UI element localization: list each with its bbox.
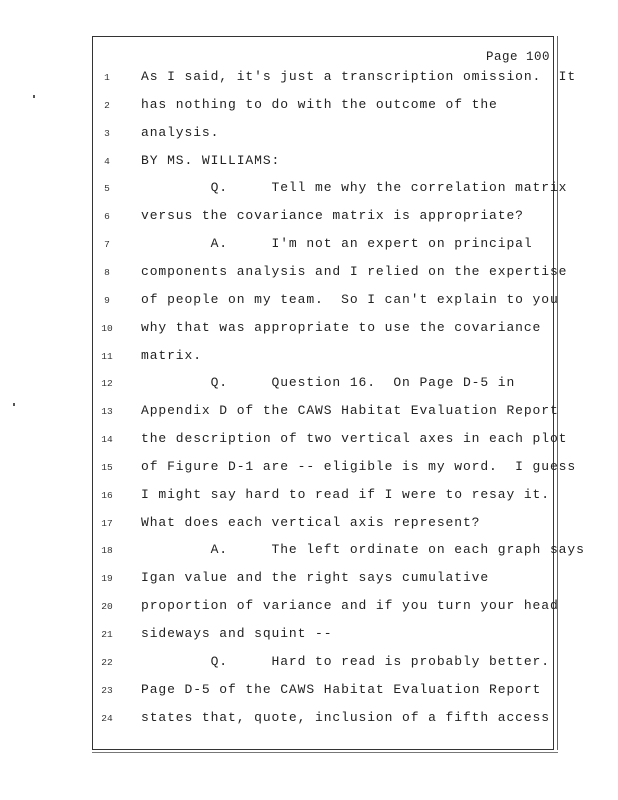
transcript-line-text: analysis. <box>141 124 220 140</box>
transcript-line-text: Q. Hard to read is probably better. <box>141 653 550 669</box>
line-number: 18 <box>101 545 113 557</box>
line-number: 8 <box>104 266 110 278</box>
transcript-line-text: matrix. <box>141 347 202 363</box>
line-number: 21 <box>101 629 113 640</box>
page-number: Page 100 <box>485 50 550 64</box>
transcript-line-text: I might say hard to read if I were to resay it. <box>141 486 550 502</box>
transcript-line-text: Page D-5 of the CAWS Habitat Evaluation Report <box>141 681 542 697</box>
transcript-line-text: Igan value and the right says cumulative <box>141 570 490 586</box>
transcript-line-text: components analysis and I relied on the expertise <box>141 263 568 279</box>
line-number: 24 <box>101 712 113 724</box>
scan-speck <box>33 95 35 98</box>
transcript-line-text: has nothing to do with the outcome of the <box>141 96 498 112</box>
transcript-line-text: What does each vertical axis represent? <box>141 514 481 530</box>
line-number: 10 <box>101 322 113 334</box>
transcript-line-text: proportion of variance and if you turn your head <box>141 598 559 614</box>
transcript-line-text: of people on my team. So I can't explain to you <box>141 291 559 307</box>
line-number: 2 <box>104 99 110 111</box>
line-number: 5 <box>104 183 110 195</box>
transcript-line-text: A. The left ordinate on each graph says <box>141 542 585 558</box>
transcript-line-text: the description of two vertical axes in each plot <box>141 431 568 447</box>
line-number: 6 <box>104 211 110 223</box>
scan-speck <box>13 403 15 406</box>
transcript-line-text: of Figure D-1 are -- eligible is my word. I guess <box>141 458 577 474</box>
transcript-line-text: states that, quote, inclusion of a fifth access <box>141 709 550 725</box>
transcript-line-text: Appendix D of the CAWS Habitat Evaluation Report <box>141 403 559 419</box>
line-number: 1 <box>104 72 110 83</box>
line-number: 22 <box>101 656 113 668</box>
transcript-page-frame <box>92 36 554 750</box>
line-number: 12 <box>101 378 113 390</box>
line-number: 3 <box>104 127 110 139</box>
line-number: 17 <box>101 517 113 529</box>
transcript-line-text: BY MS. WILLIAMS: <box>141 152 281 168</box>
transcript-line-text: A. I'm not an expert on principal <box>141 236 533 252</box>
transcript-line-text: Q. Question 16. On Page D-5 in <box>141 375 516 391</box>
transcript-line-text: why that was appropriate to use the covariance <box>141 319 542 335</box>
line-number: 7 <box>104 239 110 251</box>
line-number: 9 <box>104 294 110 306</box>
line-number: 19 <box>101 573 113 585</box>
line-number: 16 <box>101 489 113 501</box>
line-number: 20 <box>101 601 113 613</box>
line-number: 15 <box>101 461 113 473</box>
page-frame-right-rule <box>557 36 558 750</box>
transcript-line-text: Q. Tell me why the correlation matrix <box>141 180 568 196</box>
line-number: 14 <box>101 434 113 446</box>
line-number: 4 <box>104 155 110 167</box>
line-number: 23 <box>101 684 113 696</box>
transcript-line-text: sideways and squint -- <box>141 626 333 641</box>
line-number: 13 <box>101 406 113 418</box>
line-number: 11 <box>101 350 113 362</box>
page-frame-bottom-rule <box>92 752 558 753</box>
transcript-line-text: As I said, it's just a transcription omission. It <box>141 69 577 84</box>
transcript-line-text: versus the covariance matrix is appropriate? <box>141 208 524 224</box>
